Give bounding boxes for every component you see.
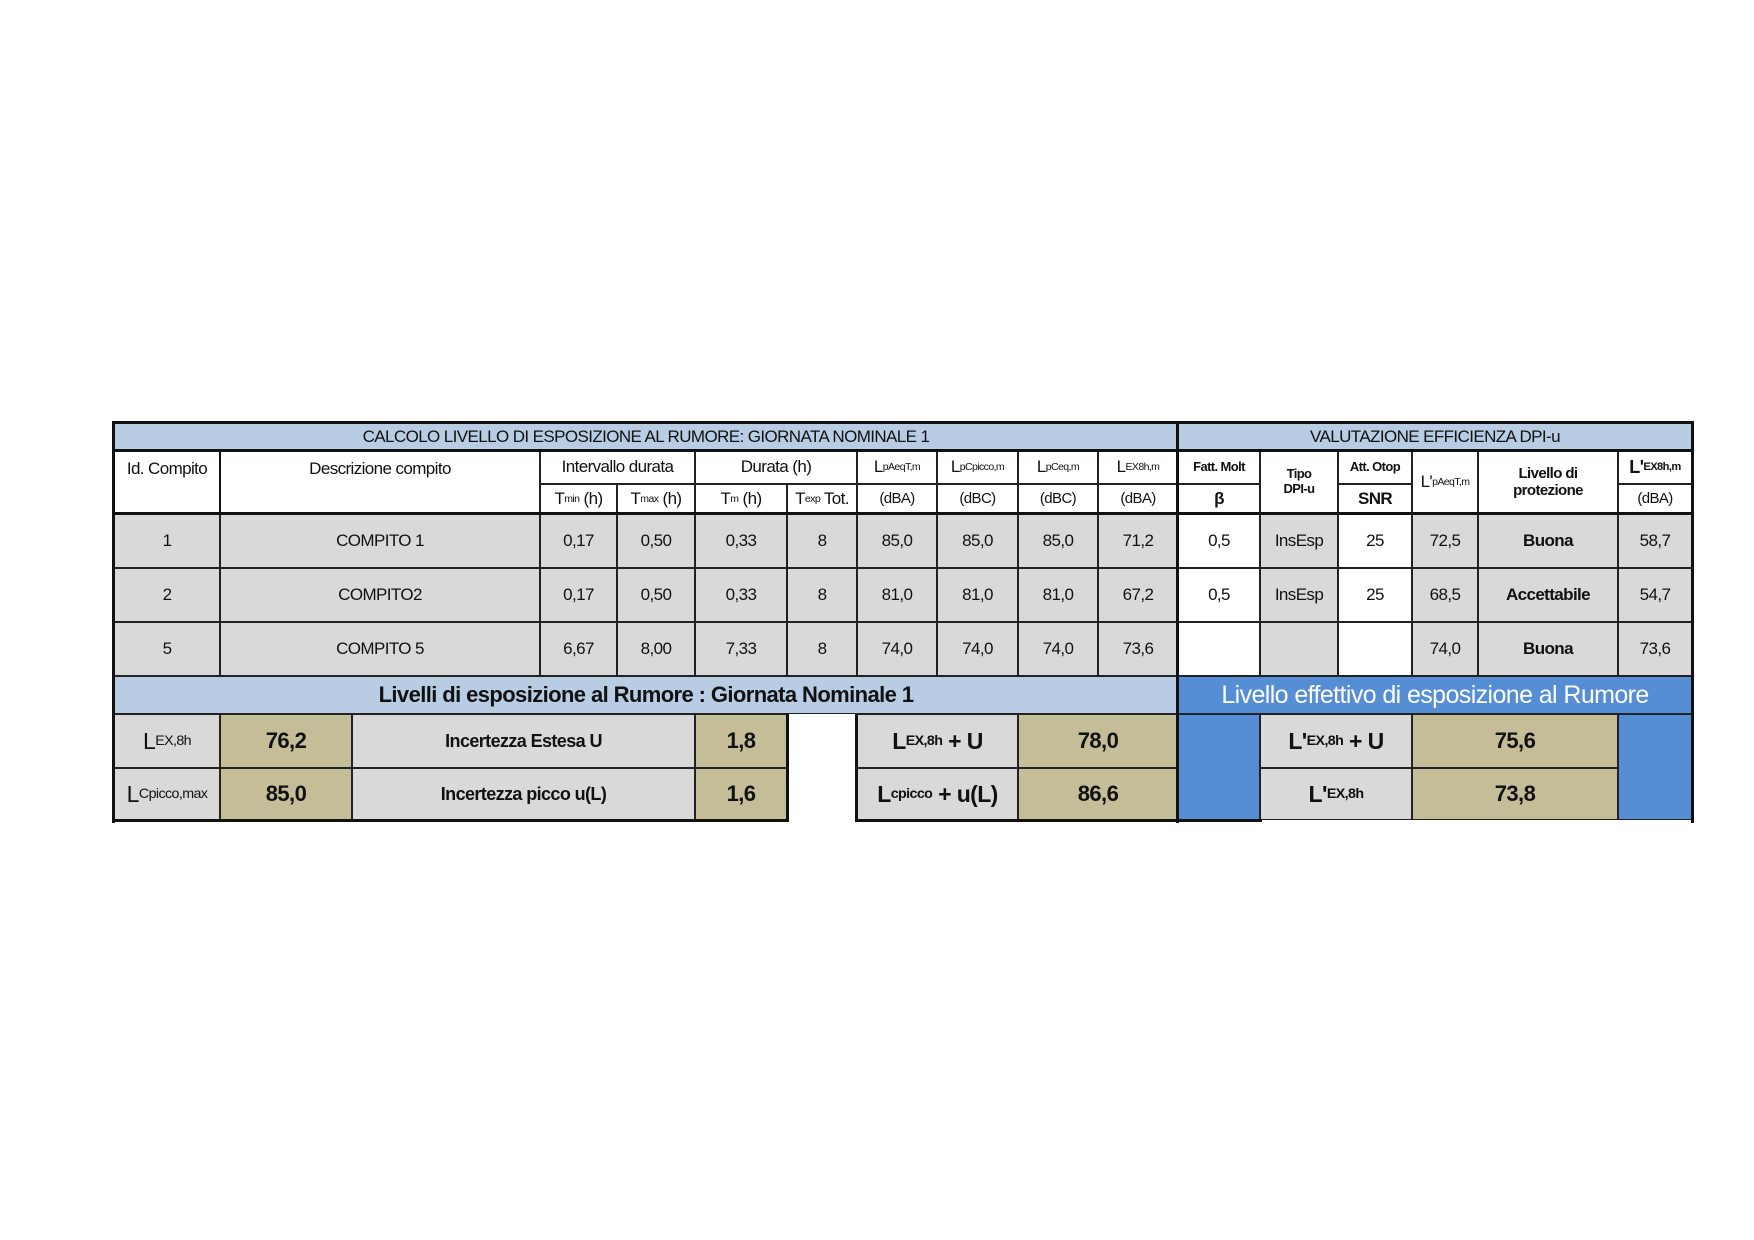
border-left xyxy=(112,421,115,823)
table-row-cell-lpcpicco: 81,0 xyxy=(937,568,1018,622)
lcpicco-plus-u-value: 86,6 xyxy=(1018,768,1178,820)
border-divider xyxy=(1176,421,1179,823)
unit-lprime-ex8h: (dBA) xyxy=(1618,484,1692,514)
col-header-description: Descrizione compito xyxy=(220,450,540,514)
col-header-lpaeq: L pAeqT,m xyxy=(857,450,937,484)
col-header-tmin: T min (h) xyxy=(540,484,617,514)
border-bottom-left xyxy=(112,819,789,822)
table-row-cell-livello: Buona xyxy=(1478,622,1618,676)
col-header-lprime-paeq: L' pAeqT,m xyxy=(1412,450,1478,514)
col-header-beta: β xyxy=(1178,484,1260,514)
table-row-cell-tmax: 0,50 xyxy=(617,514,695,568)
col-header-att-otop: Att. Otop xyxy=(1338,450,1412,484)
table-row-cell-tmin: 6,67 xyxy=(540,622,617,676)
table-row-cell-tm: 0,33 xyxy=(695,568,787,622)
table-row-cell-lpaeq: 81,0 xyxy=(857,568,937,622)
table-row-cell-id: 2 xyxy=(114,568,220,622)
table-row-cell-livello: Accettabile xyxy=(1478,568,1618,622)
lex8h-label: L EX,8h xyxy=(114,714,220,768)
col-header-texp: T exp Tot. xyxy=(787,484,857,514)
table-row-cell-beta xyxy=(1178,622,1260,676)
summary-gap xyxy=(787,714,857,822)
border-bottom-middle xyxy=(855,819,1179,822)
border-desc-left xyxy=(219,450,221,514)
border-title-bottom xyxy=(112,449,1694,452)
table-row-cell-lpceq: 74,0 xyxy=(1018,622,1098,676)
border-middle-block-left xyxy=(855,714,858,822)
table-row-cell-beta: 0,5 xyxy=(1178,568,1260,622)
table-row-cell-livello: Buona xyxy=(1478,514,1618,568)
lex8h-plus-u-value: 78,0 xyxy=(1018,714,1178,768)
table-row-cell-id: 5 xyxy=(114,622,220,676)
border-left-block-right xyxy=(786,714,789,822)
table-row-cell-lex: 67,2 xyxy=(1098,568,1178,622)
table-row-cell-texp: 8 xyxy=(787,622,857,676)
table-row-cell-lex: 71,2 xyxy=(1098,514,1178,568)
col-header-fatt-molt: Fatt. Molt xyxy=(1178,450,1260,484)
incertezza-estesa-value: 1,8 xyxy=(695,714,787,768)
table-row-cell-desc: COMPITO 1 xyxy=(220,514,540,568)
table-row-cell-tmax: 8,00 xyxy=(617,622,695,676)
table-row-cell-lprime: 68,5 xyxy=(1412,568,1478,622)
col-header-snr: SNR xyxy=(1338,484,1412,514)
lcpicco-max-label: L Cpicco,max xyxy=(114,768,220,820)
table-row-cell-lexprime: 54,7 xyxy=(1618,568,1692,622)
dpi-table-title: VALUTAZIONE EFFICIENZA DPI-u xyxy=(1178,423,1692,450)
lprime-ex8h-value: 73,8 xyxy=(1412,768,1618,820)
col-header-tm: T m (h) xyxy=(695,484,787,514)
table-row-cell-tmax: 0,50 xyxy=(617,568,695,622)
lex8h-value: 76,2 xyxy=(220,714,352,768)
table-row-cell-lpaeq: 85,0 xyxy=(857,514,937,568)
lcpicco-max-value: 85,0 xyxy=(220,768,352,820)
table-row-cell-desc: COMPITO 5 xyxy=(220,622,540,676)
lex8h-plus-u-label: L EX,8h + U xyxy=(857,714,1018,768)
table-row-cell-lprime: 72,5 xyxy=(1412,514,1478,568)
table-row-cell-tmin: 0,17 xyxy=(540,568,617,622)
col-header-durata: Durata (h) xyxy=(695,450,857,484)
effective-left-filler xyxy=(1178,714,1260,820)
unit-lpaeq: (dBA) xyxy=(857,484,937,514)
table-row-cell-lpaeq: 74,0 xyxy=(857,622,937,676)
table-row-cell-tipo xyxy=(1260,622,1338,676)
col-header-lpceq: L pCeq,m xyxy=(1018,450,1098,484)
incertezza-estesa-label: Incertezza Estesa U xyxy=(352,714,695,768)
table-row-cell-tipo: InsEsp xyxy=(1260,568,1338,622)
border-header-bottom xyxy=(112,512,1694,515)
incertezza-picco-label: Incertezza picco u(L) xyxy=(352,768,695,820)
table-row-cell-id: 1 xyxy=(114,514,220,568)
table-row-cell-tm: 0,33 xyxy=(695,514,787,568)
col-header-tipo-dpi: Tipo DPI-u xyxy=(1260,450,1338,514)
table-row-cell-lexprime: 73,6 xyxy=(1618,622,1692,676)
table-row-cell-snr: 25 xyxy=(1338,514,1412,568)
col-header-lprime-ex8h: L' EX8h,m xyxy=(1618,450,1692,484)
table-row-cell-tmin: 0,17 xyxy=(540,514,617,568)
table-row-cell-desc: COMPITO2 xyxy=(220,568,540,622)
main-table-title: CALCOLO LIVELLO DI ESPOSIZIONE AL RUMORE: GIORNATA NOMINALE 1 xyxy=(114,423,1178,450)
table-row-cell-lpcpicco: 85,0 xyxy=(937,514,1018,568)
table-row-cell-tipo: InsEsp xyxy=(1260,514,1338,568)
table-row-cell-lprime: 74,0 xyxy=(1412,622,1478,676)
col-header-intervallo: Intervallo durata xyxy=(540,450,695,484)
table-row-cell-lpceq: 81,0 xyxy=(1018,568,1098,622)
col-header-lpcpicco: L pCpicco,m xyxy=(937,450,1018,484)
table-row-cell-texp: 8 xyxy=(787,514,857,568)
lprime-ex8h-label: L' EX,8h xyxy=(1260,768,1412,820)
lprime-ex8h-plus-u-label: L' EX,8h + U xyxy=(1260,714,1412,768)
lprime-ex8h-plus-u-value: 75,6 xyxy=(1412,714,1618,768)
table-row-cell-texp: 8 xyxy=(787,568,857,622)
unit-lpcpicco: (dBC) xyxy=(937,484,1018,514)
border-bottom-right xyxy=(1176,819,1262,822)
table-row-cell-tm: 7,33 xyxy=(695,622,787,676)
table-row-cell-snr xyxy=(1338,622,1412,676)
col-header-livello-protezione: Livello di protezione xyxy=(1478,450,1618,514)
table-row-cell-lexprime: 58,7 xyxy=(1618,514,1692,568)
table-row-cell-lpceq: 85,0 xyxy=(1018,514,1098,568)
col-header-tmax: T max (h) xyxy=(617,484,695,514)
effective-title: Livello effettivo di esposizione al Rumore xyxy=(1178,676,1692,714)
summary-title: Livelli di esposizione al Rumore : Giornata Nominale 1 xyxy=(114,676,1178,714)
border-right xyxy=(1691,421,1694,823)
incertezza-picco-value: 1,6 xyxy=(695,768,787,820)
table-row-cell-beta: 0,5 xyxy=(1178,514,1260,568)
border-top xyxy=(112,421,1694,424)
table-row-cell-snr: 25 xyxy=(1338,568,1412,622)
unit-lex8h: (dBA) xyxy=(1098,484,1178,514)
table-row-cell-lex: 73,6 xyxy=(1098,622,1178,676)
col-header-lex8h: L EX8h,m xyxy=(1098,450,1178,484)
col-header-id: Id. Compito xyxy=(114,450,220,514)
unit-lpceq: (dBC) xyxy=(1018,484,1098,514)
table-row-cell-lpcpicco: 74,0 xyxy=(937,622,1018,676)
effective-right-filler xyxy=(1618,714,1692,820)
lcpicco-plus-u-label: L cpicco + u(L) xyxy=(857,768,1018,820)
